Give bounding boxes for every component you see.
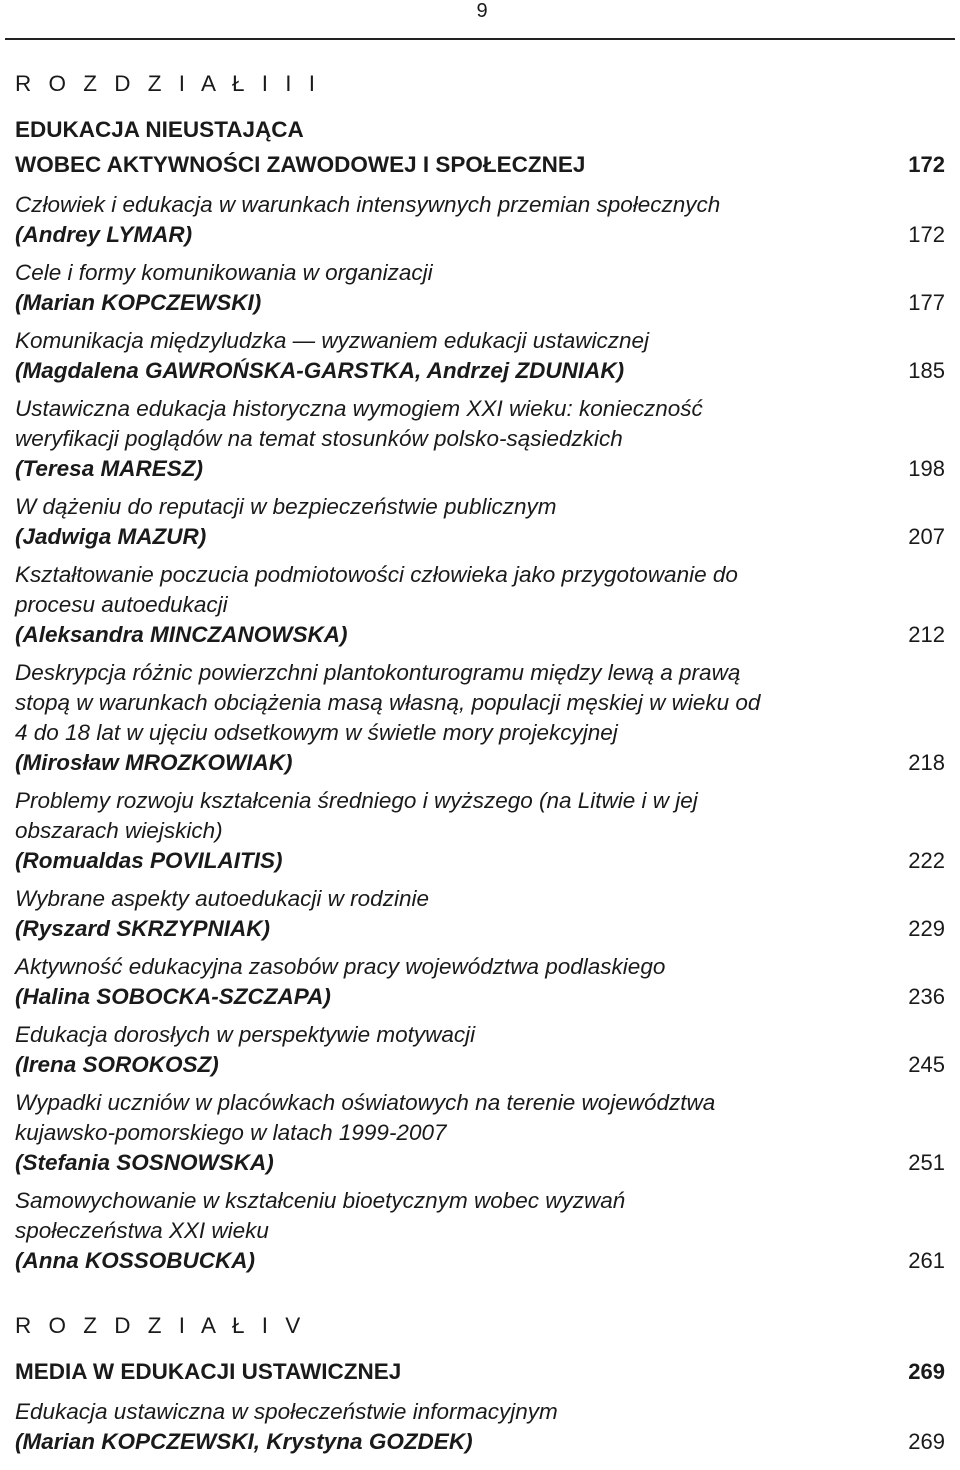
header-rule — [5, 38, 955, 40]
entry-author: (Stefania SOSNOWSKA) — [15, 1150, 274, 1175]
entry-page-number: 198 — [908, 456, 945, 481]
toc-entry — [15, 492, 945, 552]
entry-author: (Marian KOPCZEWSKI) — [15, 290, 262, 315]
toc-entry — [15, 658, 945, 778]
entry-page-number: 218 — [908, 750, 945, 775]
toc-entry — [15, 1397, 945, 1457]
toc-entry — [15, 786, 945, 876]
entry-page-number: 245 — [908, 1052, 945, 1077]
entry-author: (Halina SOBOCKA-SZCZAPA) — [15, 984, 331, 1009]
entry-title: Aktywność edukacyjna zasobów pracy województwa podlaskiego — [15, 954, 666, 979]
toc-entry — [15, 190, 945, 250]
chapter-3-heading — [15, 112, 945, 182]
chapter-3-title-line-2: WOBEC AKTYWNOŚCI ZAWODOWEJ I SPOŁECZNEJ — [15, 152, 586, 177]
entry-title: Deskrypcja różnic powierzchni plantokonturogramu między lewą a prawą stopą w warunkach obciążenia masą własną, populacji męskiej w wieku od 4 do 18 lat w ujęciu odsetkowym w świetle mory projekcyjnej — [15, 660, 761, 745]
chapter-3-title-line-1: EDUKACJA NIEUSTAJĄCA — [15, 117, 304, 142]
entry-page-number: 236 — [908, 984, 945, 1009]
toc-entry — [15, 884, 945, 944]
entry-page-number: 212 — [908, 622, 945, 647]
entry-page-number: 172 — [908, 222, 945, 247]
entry-title: Człowiek i edukacja w warunkach intensywnych przemian społecznych — [15, 192, 721, 217]
entry-author: (Magdalena GAWROŃSKA-GARSTKA, Andrzej ZDUNIAK) — [15, 358, 625, 383]
entry-author: (Irena SOROKOSZ) — [15, 1052, 219, 1077]
entry-title: Wypadki uczniów w placówkach oświatowych na terenie województwa kujawsko-pomorskiego w latach 1999-2007 — [15, 1090, 716, 1145]
entry-title: Ustawiczna edukacja historyczna wymogiem XXI wieku: konieczność weryfikacji poglądów na temat stosunków polsko-sąsiedzkich — [15, 396, 703, 451]
entry-page-number: 251 — [908, 1150, 945, 1175]
chapter-4-page: 269 — [908, 1359, 945, 1384]
chapter-3-page: 172 — [908, 152, 945, 177]
entry-page-number: 185 — [908, 358, 945, 383]
entry-author: (Aleksandra MINCZANOWSKA) — [15, 622, 348, 647]
entry-title: Cele i formy komunikowania w organizacji — [15, 260, 433, 285]
entry-page-number: 177 — [908, 290, 945, 315]
entry-author: (Marian KOPCZEWSKI, Krystyna GOZDEK) — [15, 1429, 473, 1454]
entry-author: (Ryszard SKRZYPNIAK) — [15, 916, 271, 941]
toc-entry — [15, 1186, 945, 1276]
chapter-4-heading — [15, 1354, 945, 1389]
toc-entry — [15, 1088, 945, 1178]
page-number: 9 — [476, 0, 488, 22]
entry-title: Problemy rozwoju kształcenia średniego i wyższego (na Litwie i w jej obszarach wiejskich) — [15, 788, 698, 843]
entry-author: (Teresa MARESZ) — [15, 456, 203, 481]
toc-entry — [15, 952, 945, 1012]
toc-entry — [15, 326, 945, 386]
entry-title: Komunikacja międzyludzka — wyzwaniem edukacji ustawicznej — [15, 328, 650, 353]
entry-author: (Romualdas POVILAITIS) — [15, 848, 283, 873]
entry-page-number: 261 — [908, 1248, 945, 1273]
entry-title: Edukacja ustawiczna w społeczeństwie informacyjnym — [15, 1399, 558, 1424]
toc-entry — [15, 394, 945, 484]
entry-author: (Andrey LYMAR) — [15, 222, 193, 247]
entry-page-number: 269 — [908, 1429, 945, 1454]
entry-author: (Jadwiga MAZUR) — [15, 524, 207, 549]
entry-author: (Anna KOSSOBUCKA) — [15, 1248, 255, 1273]
table-of-contents — [15, 62, 945, 1457]
chapter-3-entries — [15, 190, 945, 1276]
chapter-4-title: MEDIA W EDUKACJI USTAWICZNEJ — [15, 1359, 402, 1384]
toc-entry — [15, 560, 945, 650]
entry-page-number: 229 — [908, 916, 945, 941]
chapter-4-entries — [15, 1397, 945, 1457]
entry-author: (Mirosław MROZKOWIAK) — [15, 750, 293, 775]
entry-page-number: 222 — [908, 848, 945, 873]
entry-title: Wybrane aspekty autoedukacji w rodzinie — [15, 886, 429, 911]
toc-entry — [15, 258, 945, 318]
entry-title: Kształtowanie poczucia podmiotowości człowieka jako przygotowanie do procesu autoedukacji — [15, 562, 738, 617]
entry-title: Samowychowanie w kształceniu bioetycznym wobec wyzwań społeczeństwa XXI wieku — [15, 1188, 626, 1243]
entry-title: Edukacja dorosłych w perspektywie motywacji — [15, 1022, 476, 1047]
entry-page-number: 207 — [908, 524, 945, 549]
toc-entry — [15, 1020, 945, 1080]
chapter-4-label: R O Z D Z I A Ł I V — [15, 1313, 306, 1338]
entry-title: W dążeniu do reputacji w bezpieczeństwie publicznym — [15, 494, 557, 519]
chapter-3-label: R O Z D Z I A Ł I I I — [15, 71, 321, 96]
